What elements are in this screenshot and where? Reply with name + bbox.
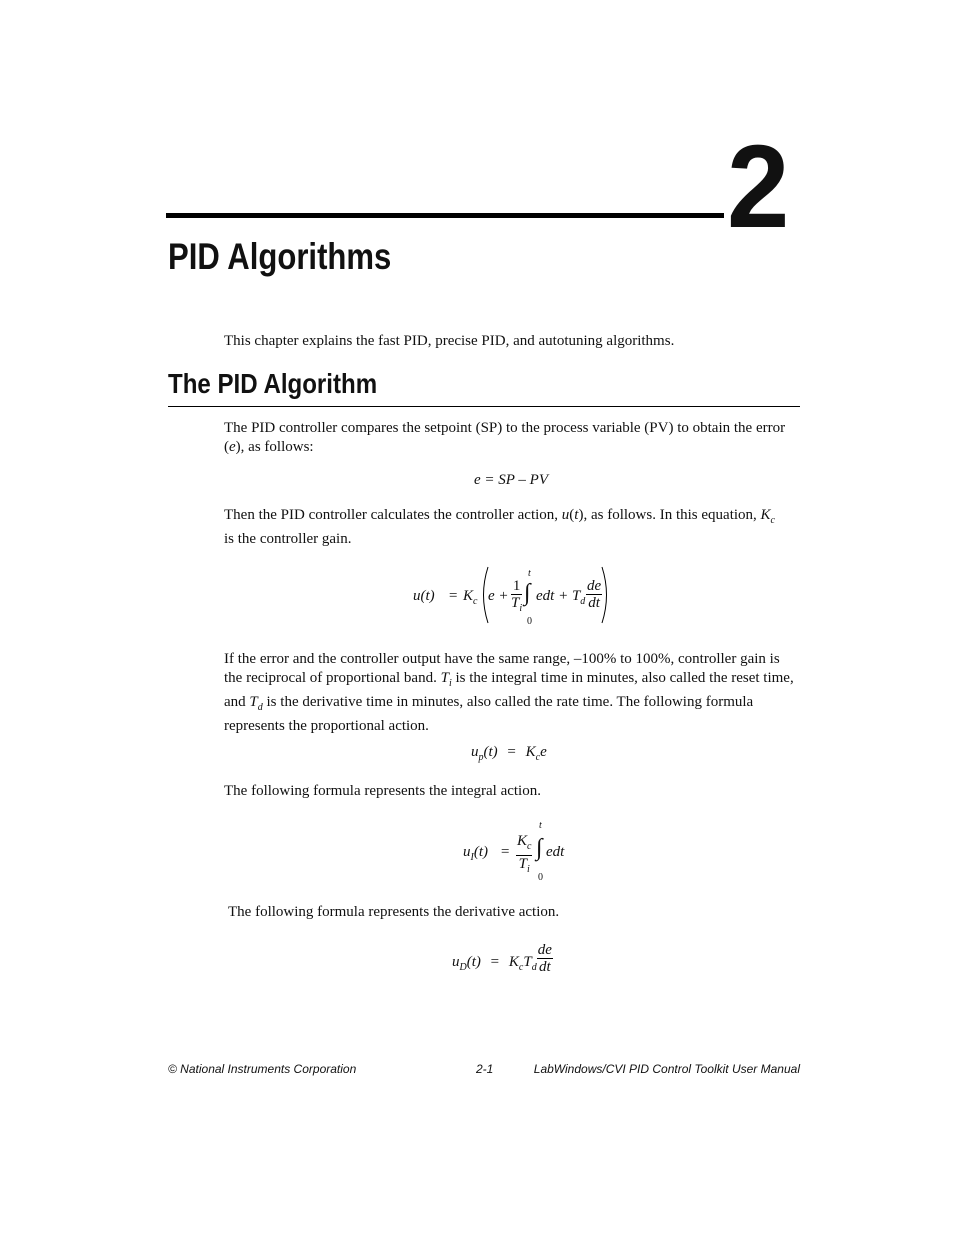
- integral-sign-2: ∫: [536, 835, 543, 861]
- paragraph-integral: The following formula represents the integral action.: [224, 783, 541, 799]
- fraction-de-dt: $\frac{de}{dt}$: [587, 578, 602, 611]
- chapter-number: 2: [727, 121, 788, 253]
- integral-sign: ∫: [524, 580, 531, 606]
- section-title: The PID Algorithm: [168, 368, 378, 399]
- right-paren-icon: [600, 566, 612, 624]
- footer-copyright: © National Instruments Corporation: [168, 1062, 357, 1076]
- footer-page-number: 2-1: [476, 1062, 494, 1076]
- equation-proportional: $u_p(t) = K_ce$: [471, 744, 547, 763]
- section-rule: [168, 406, 800, 407]
- paragraph-parameters: If the error and the controller output have the same range, –100% to 100%, controller gain is the reciprocal of proportional band. $T_i$ is the integral time in minutes, also called the reset time, and $T_d$ is the derivative time in minutes, also called the rate time. The following formula represents the proportional action.: [224, 651, 794, 734]
- chapter-title: PID Algorithms: [168, 236, 392, 277]
- paragraph-derivative: The following formula represents the derivative action.: [228, 904, 560, 920]
- paragraph-controller-action: Then the PID controller calculates the controller action, u(t), as follows. In this equation, $K_c$ is the controller gain.: [224, 507, 775, 547]
- paragraph-error: The PID controller compares the setpoint (SP) to the process variable (PV) to obtain the error (e), as follows:: [224, 420, 786, 455]
- equation-error: e = SP – PV: [474, 472, 548, 488]
- fraction-one-over-ti: $\frac{1}{T_i}$: [511, 578, 523, 614]
- intro-paragraph: This chapter explains the fast PID, precise PID, and autotuning algorithms.: [224, 333, 675, 349]
- footer-manual-title: LabWindows/CVI PID Control Toolkit User Manual: [533, 1062, 800, 1076]
- gain-symbol: $K_c$: [463, 588, 478, 607]
- fraction-kc-over-ti: $\frac{K_c}{T_i}$: [517, 833, 532, 875]
- chapter-rule: [166, 213, 724, 218]
- equation-derivative: $u_D(t) = K_cT_d$ $\frac{de}{dt}$: [452, 942, 552, 975]
